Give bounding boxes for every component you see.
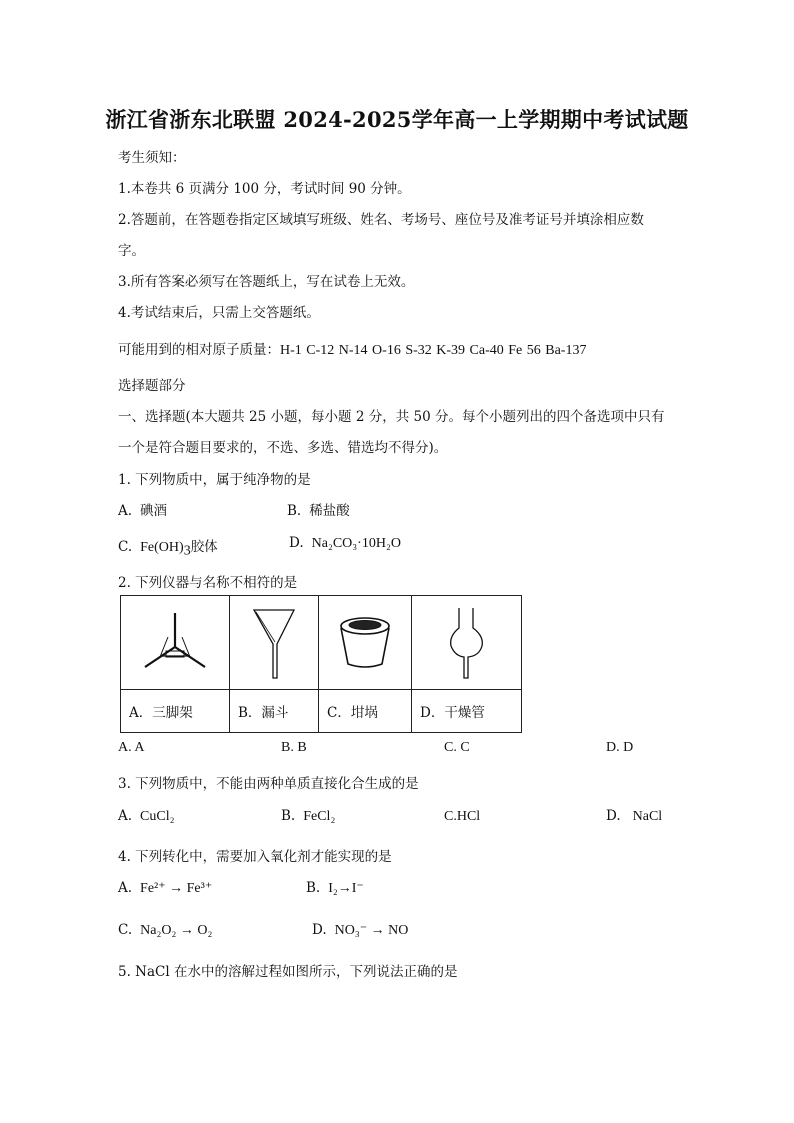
- q3-option-a: A. CuCl₂: [118, 808, 175, 824]
- crucible-cell: [319, 596, 412, 690]
- section-intro-2: 一个是符合题目要求的，不选、多选、错选均不得分)。: [118, 440, 448, 456]
- notice-item-2: 2.答题前，在答题卷指定区域填写班级、姓名、考场号、座位号及准考证号并填涂相应数: [118, 212, 644, 228]
- drying-tube-icon: [437, 602, 497, 684]
- q4-option-c: C. Na₂O₂ → O₂: [118, 922, 213, 938]
- funnel-cell: [230, 596, 319, 690]
- q3-option-b: B. FeCl₂: [281, 808, 336, 824]
- q3-option-d: D. NaCl: [606, 808, 663, 824]
- q2-option-a: A. A: [118, 740, 145, 755]
- notice-heading: 考生须知：: [118, 150, 186, 166]
- section-intro-1: 一、选择题(本大题共 25 小题，每小题 2 分，共 50 分。每个小题列出的四个备选项中只有: [118, 409, 665, 425]
- notice-item-1: 1.本卷共 6 页满分 100 分，考试时间 90 分钟。: [118, 181, 411, 197]
- notice-item-2-cont: 字。: [118, 243, 145, 259]
- tripod-label: A．三脚架: [121, 690, 230, 733]
- drying-tube-label: D．干燥管: [412, 690, 522, 733]
- q1-stem: 1. 下列物质中，属于纯净物的是: [118, 472, 311, 488]
- q1-option-d: D. Na₂CO₃·10H₂O: [289, 535, 401, 551]
- q1-option-b: B. 稀盐酸: [287, 503, 350, 519]
- funnel-icon: [244, 602, 304, 684]
- funnel-label: B．漏斗: [230, 690, 319, 733]
- q2-stem: 2. 下列仪器与名称不相符的是: [118, 575, 298, 591]
- q2-option-d: D. D: [606, 740, 634, 755]
- q2-option-b: B. B: [281, 740, 307, 755]
- atomic-mass-values: H-1 C-12 N-14 O-16 S-32 K-39 Ca-40 Fe 56 Ba-137: [280, 343, 587, 358]
- drying-tube-cell: [412, 596, 522, 690]
- instrument-table: [120, 595, 522, 733]
- q1-option-a: A. 碘酒: [118, 503, 168, 519]
- tripod-cell: [121, 596, 230, 690]
- q4-option-d: D. NO₃⁻ → NO: [312, 922, 409, 938]
- q3-stem: 3. 下列物质中，不能由两种单质直接化合生成的是: [118, 776, 419, 792]
- tripod-icon: [135, 607, 215, 679]
- section-label: 选择题部分: [118, 378, 186, 394]
- notice-item-4: 4.考试结束后，只需上交答题纸。: [118, 305, 320, 321]
- q4-option-b: B. I₂→I⁻: [306, 880, 364, 896]
- crucible-icon: [330, 612, 400, 674]
- q4-stem: 4. 下列转化中，需要加入氧化剂才能实现的是: [118, 849, 392, 865]
- q2-option-c: C. C: [444, 740, 470, 755]
- notice-item-3: 3.所有答案必须写在答题纸上，写在试卷上无效。: [118, 274, 415, 290]
- q3-option-c: C.HCl: [444, 809, 481, 824]
- q4-option-a: A. Fe²⁺ → Fe³⁺: [118, 880, 213, 896]
- q5-stem: 5. NaCl 在水中的溶解过程如图所示，下列说法正确的是: [118, 964, 458, 980]
- atomic-mass-line: [118, 338, 586, 359]
- crucible-label: C．坩埚: [319, 690, 412, 733]
- atomic-mass-label: 可能用到的相对原子质量：: [118, 342, 280, 358]
- q1-option-c: C. $Fe(OH)_3$胶体: [118, 539, 218, 559]
- page-title: 浙江省浙东北联盟 2024-2025学年高一上学期期中考试试题: [105, 107, 689, 132]
